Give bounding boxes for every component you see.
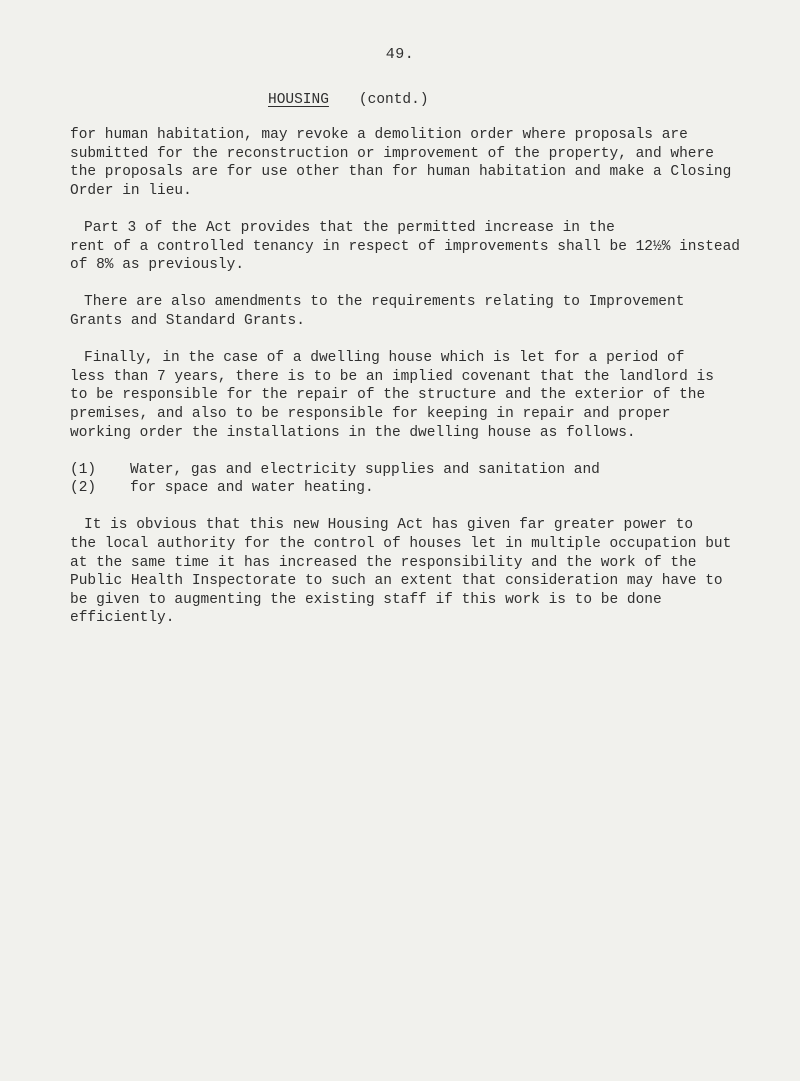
paragraph-demolition-order xyxy=(70,126,770,200)
text-line: Finally, in the case of a dwelling house which is let for a period of xyxy=(84,350,685,367)
list-item-text: Water, gas and electricity supplies and sanitation and xyxy=(130,461,600,478)
text-line: to be responsible for the repair of the structure and the exterior of the xyxy=(70,387,706,404)
text-line: the local authority for the control of houses let in multiple occupation but xyxy=(70,536,732,553)
installations-list xyxy=(70,461,770,498)
text-line: for human habitation, may revoke a demolition order where proposals are xyxy=(70,127,688,143)
list-item-text: for space and water heating. xyxy=(130,480,374,497)
text-line: premises, and also to be responsible for keeping in repair and proper xyxy=(70,405,671,422)
paragraph-implied-covenant xyxy=(70,349,770,442)
text-line: It is obvious that this new Housing Act has given far greater power to xyxy=(84,517,694,534)
list-item xyxy=(70,461,770,480)
list-item-number: (1) xyxy=(70,461,97,478)
text-line: Grants and Standard Grants. xyxy=(70,312,305,329)
text-line: Part 3 of the Act provides that the permitted increase in the xyxy=(84,219,615,236)
list-item-number: (2) xyxy=(70,480,97,497)
paragraph-rent-increase xyxy=(70,219,770,275)
paragraph-grants xyxy=(70,293,770,330)
heading-suffix: (contd.) xyxy=(358,92,429,108)
text-line: There are also amendments to the requirements relating to Improvement xyxy=(84,294,685,311)
text-line: at the same time it has increased the responsibility and the work of the xyxy=(70,554,697,571)
text-line: Public Health Inspectorate to such an extent that consideration may have to xyxy=(70,573,723,590)
paragraph-conclusion xyxy=(70,516,770,628)
text-line: submitted for the reconstruction or improvement of the property, and where xyxy=(70,145,714,162)
text-line: working order the installations in the dwelling house as follows. xyxy=(70,424,636,441)
text-line: rent of a controlled tenancy in respect of improvements shall be 12½% instead xyxy=(70,238,741,255)
text-line: the proposals are for use other than for human habitation and make a Closing xyxy=(70,164,732,181)
text-line: be given to augmenting the existing staff if this work is to be done xyxy=(70,591,662,608)
heading-title: HOUSING xyxy=(268,92,329,108)
list-item xyxy=(70,479,770,498)
text-line: efficiently. xyxy=(70,610,175,627)
text-line: of 8% as previously. xyxy=(70,257,245,274)
section-heading xyxy=(268,92,429,108)
body-text xyxy=(70,126,770,647)
text-line: Order in lieu. xyxy=(70,182,192,199)
text-line: less than 7 years, there is to be an implied covenant that the landlord is xyxy=(70,368,714,385)
page-number: 49. xyxy=(385,46,415,63)
